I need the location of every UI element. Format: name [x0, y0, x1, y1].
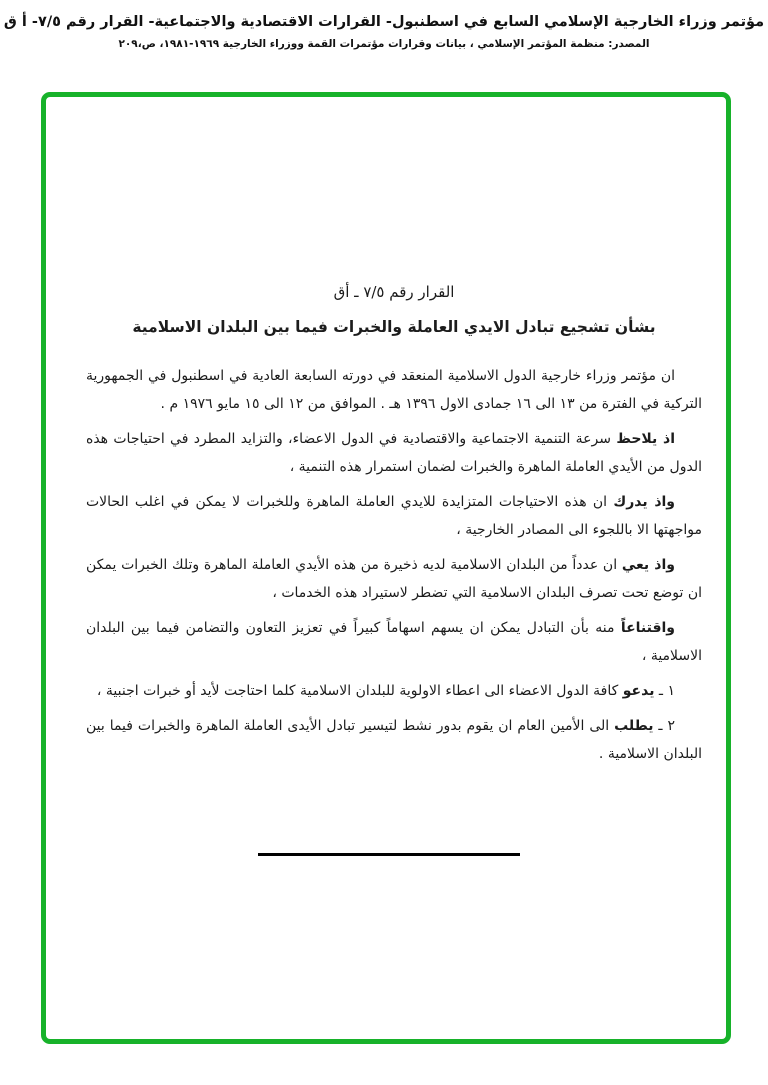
paragraph-lead: واقتناعاً [620, 620, 675, 636]
paragraph-text: سرعة التنمية الاجتماعية والاقتصادية في الدول الاعضاء، والتزايد المطرد في احتياجات هذه الدول من الأيدي العاملة الماهرة والخبرات لضمان استمرار هذه التنمية ، [86, 431, 702, 475]
paragraph-operative-1 [86, 677, 702, 705]
paragraph-operative-2 [86, 712, 702, 768]
paragraph-number: ٢ ـ [658, 718, 675, 734]
paragraph-preamble-4 [86, 551, 702, 607]
paragraph-text: منه بأن التبادل يمكن ان يسهم اسهاماً كبيراً في تعزيز التعاون والتضامن فيما بين البلدان الاسلامية ، [86, 620, 702, 664]
paragraph-lead: اذ يلاحظ [616, 431, 676, 447]
paragraph-number: ١ ـ [658, 683, 675, 699]
paragraph-lead: واذ يدرك [613, 494, 675, 510]
paragraph-lead: يدعو [622, 683, 655, 699]
resolution-number-title: القرار رقم ٧/٥ ـ أق [333, 283, 455, 301]
document-body [86, 283, 702, 775]
paragraph-lead: يطلب [614, 718, 654, 734]
divider-line [258, 853, 520, 856]
paragraph-text: ان هذه الاحتياجات المتزايدة للايدي العاملة الماهرة وللخبرات لا يمكن في اغلب الحالات مواجهتها الا باللجوء الى المصادر الخارجية ، [86, 494, 702, 538]
header-title: مؤتمر وزراء الخارجية الإسلامي السابع في اسطنبول- القرارات الاقتصادية والاجتماعية- القرار رقم ٧/٥- أ ق [3, 14, 765, 30]
page-header [0, 14, 768, 50]
highlight-border-box [41, 92, 731, 1044]
paragraph-text: الى الأمين العام ان يقوم بدور نشط لتيسير تبادل الأيدى العاملة الماهرة والخبرات فيما بين البلدان الاسلامية . [86, 718, 702, 762]
header-source-citation: المصدر: منظمة المؤتمر الإسلامي ، بيانات وقرارات مؤتمرات القمة ووزراء الخارجية ١٩٦٩-١٩٨١، ص،٢٠٩ [118, 38, 650, 50]
resolution-subject-title: بشأن تشجيع تبادل الايدي العاملة والخبرات فيما بين البلدان الاسلامية [132, 318, 656, 336]
paragraph-lead: واذ يعي [621, 557, 675, 573]
paragraph-text: كافة الدول الاعضاء الى اعطاء الاولوية للبلدان الاسلامية كلما احتاجت لأيد أو خبرات اجنبية ، [96, 683, 619, 699]
paragraph-preamble-5 [86, 614, 702, 670]
paragraph-preamble-2 [86, 425, 702, 481]
paragraph-preamble-1 [86, 362, 702, 418]
paragraph-text: ان عدداً من البلدان الاسلامية لديه ذخيرة من هذه الأيدي العاملة الماهرة وتلك الخبرات يمكن ان توضع تحت تصرف البلدان الاسلامية التي تضطر لاستيراد هذه الخدمات ، [86, 557, 702, 601]
paragraph-preamble-3 [86, 488, 702, 544]
paragraph-text: ان مؤتمر وزراء خارجية الدول الاسلامية المنعقد في دورته السابعة العادية في اسطنبول في الجمهورية التركية في الفترة من ١٣ الى ١٦ جمادى الاول ١٣٩٦ هـ . الموافق من ١٢ الى ١٥ مايو ١٩٧٦ م . [86, 368, 702, 412]
